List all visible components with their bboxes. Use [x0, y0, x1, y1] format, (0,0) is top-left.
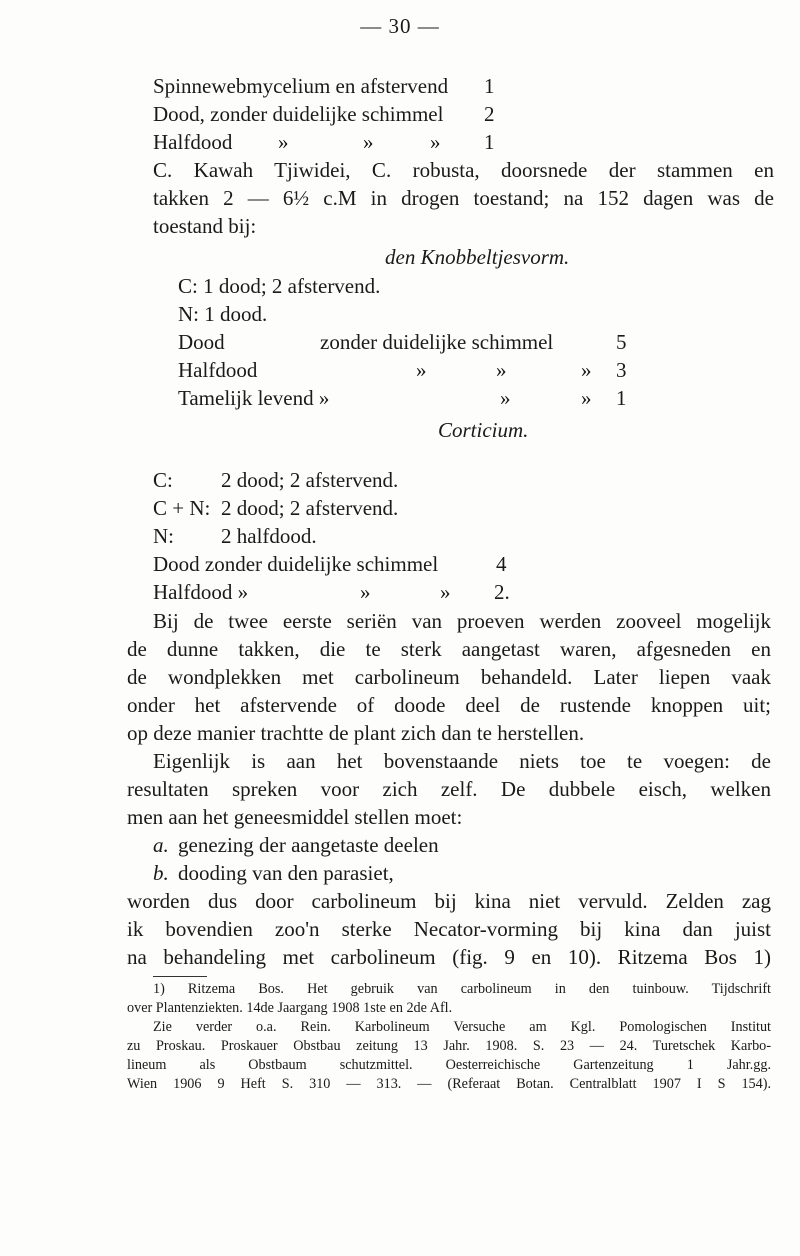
list-item-count: 2. [494, 580, 510, 604]
paragraph-line: ik bovendien zoo'n sterke Necator-vorming bij kina dan juist [127, 917, 771, 941]
paragraph-line: de dunne takken, die te sterk aangetast waren, afgesneden en [127, 637, 771, 661]
list-item-label: Dood [178, 330, 225, 354]
paragraph-line: de wondplekken met carbolineum behandeld. Later liepen vaak [127, 665, 771, 689]
paragraph-line: resultaten spreken voor zich zelf. De dubbele eisch, welken [127, 777, 771, 801]
ditto-mark: » [581, 386, 592, 410]
list-item-label: C + N: [153, 496, 211, 520]
paragraph-line: toestand bij: [153, 214, 257, 238]
list-item: C: 1 dood; 2 afstervend. [178, 274, 381, 298]
list-item-count: 1 [484, 130, 495, 154]
section-heading: den Knobbeltjesvorm. [385, 245, 570, 269]
paragraph-line: na behandeling met carbolineum (fig. 9 en 10). Ritzema Bos 1) [127, 945, 771, 969]
paragraph-line: takken 2 — 6½ c.M in drogen toestand; na 152 dagen was de [153, 186, 774, 210]
list-item-label: C: [153, 468, 173, 492]
paragraph-line: Bij de twee eerste seriën van proeven werden zooveel mogelijk [153, 609, 771, 633]
footnote-line: over Plantenziekten. 14de Jaargang 1908 1ste en 2de Afl. [127, 1000, 453, 1016]
ditto-mark: » [430, 130, 441, 154]
list-item: 2 dood; 2 afstervend. [221, 468, 399, 492]
list-marker: b. [153, 861, 169, 885]
ditto-mark: » [416, 358, 427, 382]
ditto-mark: » [500, 386, 511, 410]
paragraph-line: men aan het geneesmiddel stellen moet: [127, 805, 463, 829]
list-item-count: 2 [484, 102, 495, 126]
list-item-label: Tamelijk levend » [178, 386, 330, 410]
ditto-mark: » [581, 358, 592, 382]
list-item-count: 4 [496, 552, 507, 576]
footnote-rule [153, 976, 207, 977]
list-item: Halfdood » [153, 580, 249, 604]
list-item-label: Halfdood [178, 358, 258, 382]
ditto-mark: » [496, 358, 507, 382]
paragraph-line: C. Kawah Tjiwidei, C. robusta, doorsnede der stammen en [153, 158, 774, 182]
footnote-line: zu Proskau. Proskauer Obstbau zeitung 13 Jahr. 1908. S. 23 — 24. Turetschek Karbo- [127, 1038, 771, 1054]
ditto-mark: » [440, 580, 451, 604]
footnote-line: Wien 1906 9 Heft S. 310 — 313. — (Referaat Botan. Centralblatt 1907 I S 154). [127, 1076, 771, 1092]
list-item: Spinnewebmycelium en afstervend [153, 74, 449, 98]
footnote-line: Zie verder o.a. Rein. Karbolineum Versuche am Kgl. Pomologischen Institut [153, 1019, 771, 1035]
paragraph-line: onder het afstervende of doode deel de rustende knoppen uit; [127, 693, 771, 717]
list-item: genezing der aangetaste deelen [178, 833, 439, 857]
list-item: Dood, zonder duidelijke schimmel [153, 102, 444, 126]
list-item: 2 dood; 2 afstervend. [221, 496, 399, 520]
list-item: 2 halfdood. [221, 524, 317, 548]
list-item-count: 5 [616, 330, 627, 354]
list-item-count: 1 [484, 74, 495, 98]
ditto-mark: » [363, 130, 374, 154]
footnote-line: 1) Ritzema Bos. Het gebruik van carbolineum in den tuinbouw. Tijdschrift [153, 981, 771, 997]
list-item: dooding van den parasiet, [178, 861, 394, 885]
list-item-count: 3 [616, 358, 627, 382]
list-item-count: 1 [616, 386, 627, 410]
paragraph-line: op deze manier trachtte de plant zich dan te herstellen. [127, 721, 585, 745]
list-item: N: 1 dood. [178, 302, 268, 326]
section-heading: Corticium. [438, 418, 529, 442]
ditto-mark: » [278, 130, 289, 154]
list-marker: a. [153, 833, 169, 857]
list-item: Dood zonder duidelijke schimmel [153, 552, 439, 576]
footnote-line: lineum als Obstbaum schutzmittel. Oesterreichische Gartenzeitung 1 Jahr.gg. [127, 1057, 771, 1073]
paragraph-line: Eigenlijk is aan het bovenstaande niets toe te voegen: de [153, 749, 771, 773]
list-item: Halfdood [153, 130, 233, 154]
ditto-mark: » [360, 580, 371, 604]
list-item: zonder duidelijke schimmel [320, 330, 554, 354]
list-item-label: N: [153, 524, 174, 548]
paragraph-line: worden dus door carbolineum bij kina niet vervuld. Zelden zag [127, 889, 771, 913]
page-number: — 30 — [360, 14, 440, 38]
